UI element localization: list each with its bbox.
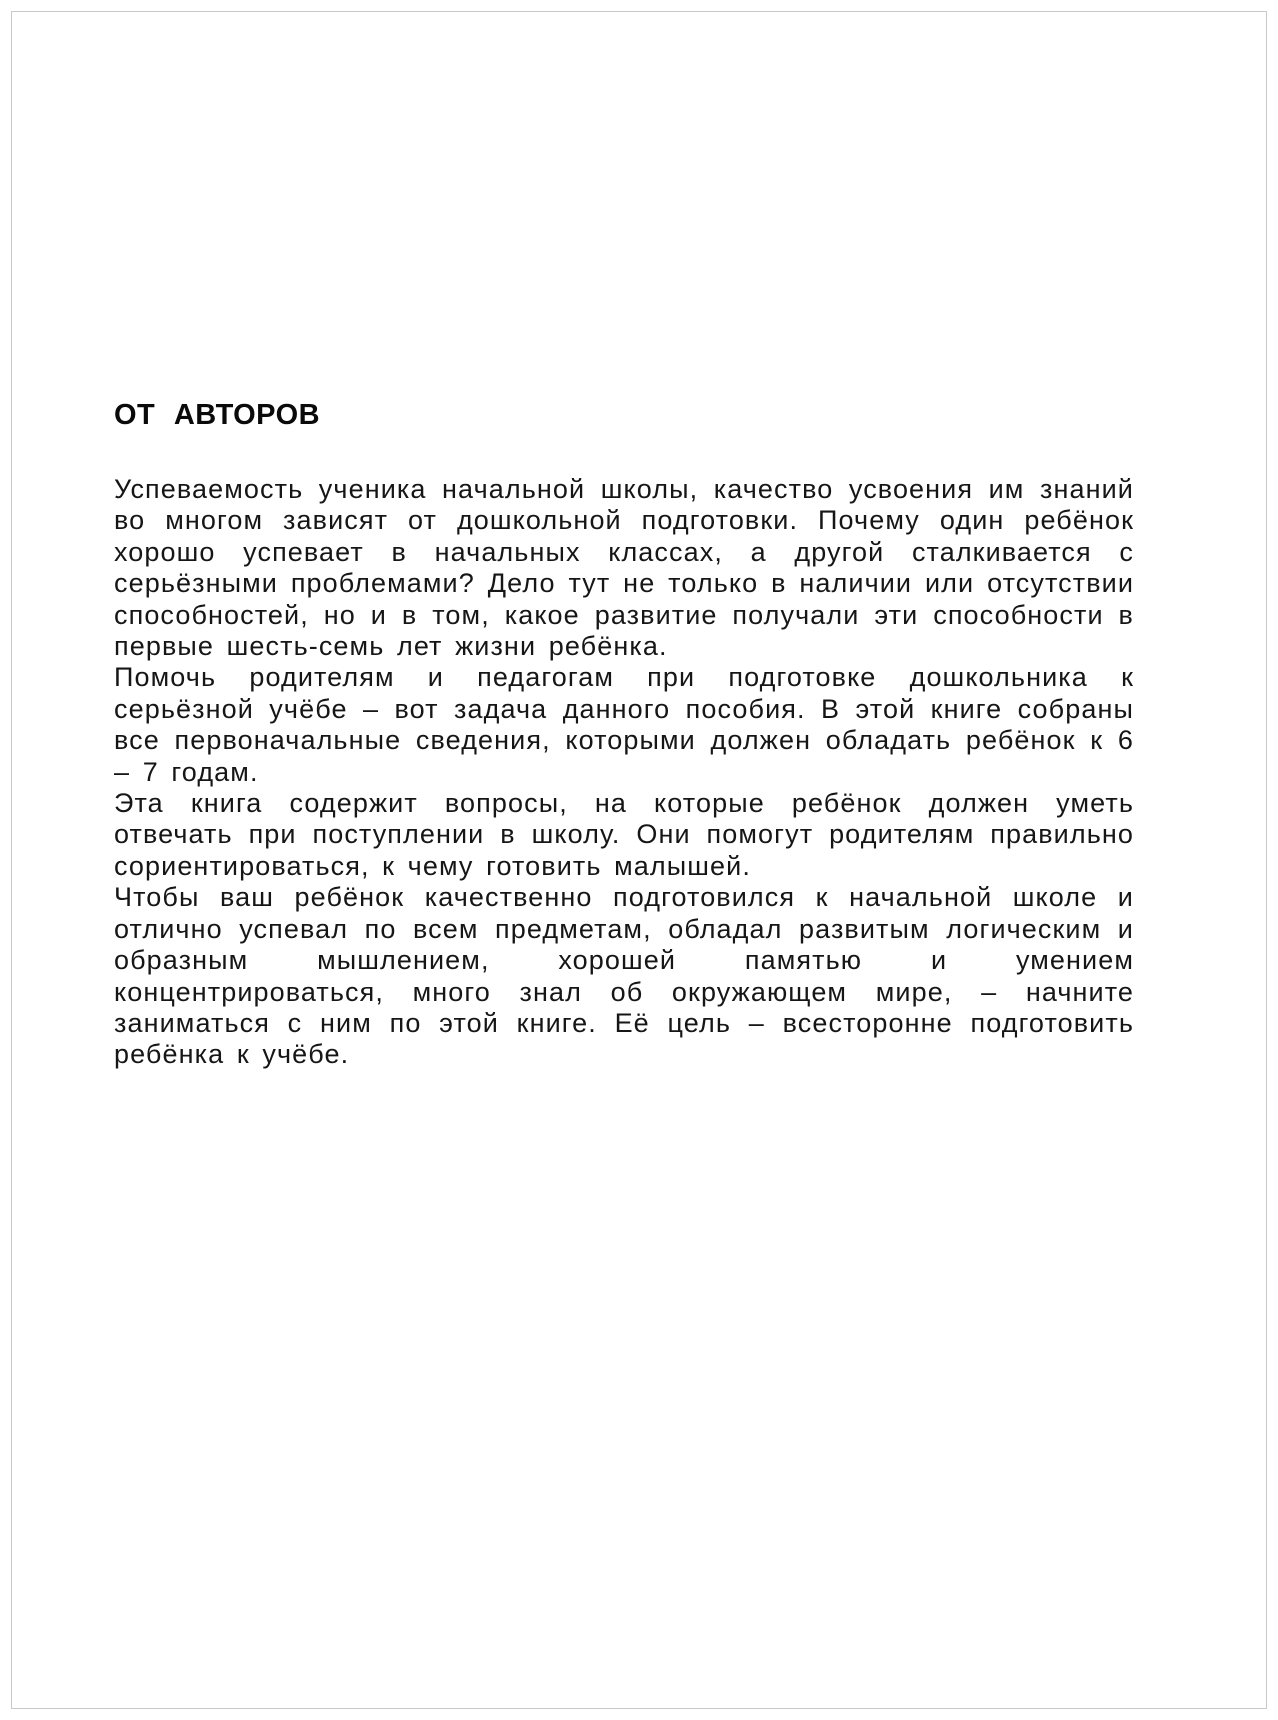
paragraph-4: Чтобы ваш ребёнок качественно подготовился к начальной школе и отлично успевал по всем предметам, обладал развитым логическим и образным мышлением, хорошей памятью и умением концентрироваться, много знал об окружающем мире, – начните заниматься с ним по этой книге. Её цель – всесторонне подготовить ребёнка к учёбе. [114,882,1134,1070]
paragraph-2: Помочь родителям и педагогам при подготовке дошкольника к серьёзной учёбе – вот задача данного пособия. В этой книге собраны все первоначальные сведения, которыми должен обладать ребёнок к 6 – 7 годам. [114,662,1134,787]
page-frame [11,11,1267,1709]
body-text [114,474,1134,1071]
page-heading: ОТ АВТОРОВ [114,399,321,431]
paragraph-3: Эта книга содержит вопросы, на которые ребёнок должен уметь отвечать при поступлении в школу. Они помогут родителям правильно сориентироваться, к чему готовить малышей. [114,788,1134,881]
document-content [114,398,1134,1071]
paragraph-1: Успеваемость ученика начальной школы, качество усвоения им знаний во многом зависят от дошкольной подготовки. Почему один ребёнок хорошо успевает в начальных классах, а другой сталкивается с серьёзными проблемами? Дело тут не только в наличии или отсутствии способностей, но и в том, какое развитие получали эти способности в первые шесть-семь лет жизни ребёнка. [114,474,1134,662]
